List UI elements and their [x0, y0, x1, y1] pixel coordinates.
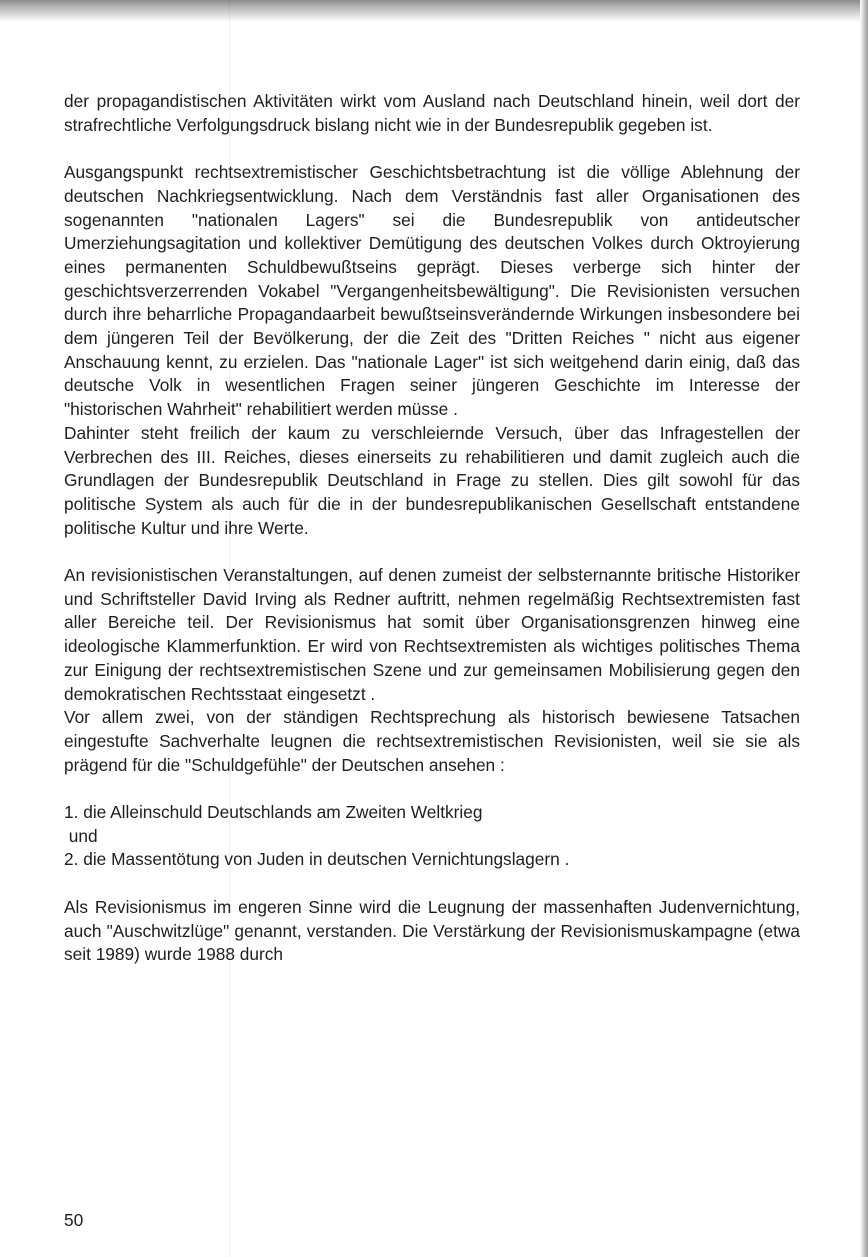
- paragraph-ausgangspunkt: Ausgangspunkt rechtsextremistischer Geschichtsbetrachtung ist die völlige Ablehnung der deutschen Nachkriegsentwicklung. Nach dem Verständnis fast aller Organisationen des sogenannten "nationalen Lagers" sei die Bundesrepublik von antideutscher Umerziehungsagitation und kollektiver Demütigung des deutschen Volkes durch Oktroyierung eines permanenten Schuldbewußtseins geprägt. Dieses verberge sich hinter der geschichtsverzerrenden Vokabel "Vergangenheitsbewältigung". Die Revisionisten versuchen durch ihre beharrliche Propagandaarbeit bewußtseinsverändernde Wirkungen insbesondere bei dem jüngeren Teil der Bevölkerung, der die Zeit des "Dritten Reiches " nicht aus eigener Anschauung kennt, zu erzielen. Das "nationale Lager" ist sich weitgehend darin einig, daß das deutsche Volk in wesentlichen Fragen seiner jüngeren Geschichte im Interesse der "historischen Wahrheit" rehabilitiert werden müsse .: [64, 162, 800, 420]
- page-body: [64, 90, 800, 967]
- page-number: 50: [64, 1210, 84, 1230]
- list-item-2: 2. die Massentötung von Juden in deutschen Vernichtungslagern .: [64, 849, 570, 870]
- paragraph-intro: der propagandistischen Aktivitäten wirkt vom Ausland nach Deutschland hinein, weil dort der strafrechtliche Verfolgungsdruck bislang nicht wie in der Bundesrepublik gegeben ist.: [64, 91, 800, 135]
- scan-shadow-top: [0, 0, 868, 22]
- paragraph-revisionismus: Als Revisionismus im engeren Sinne wird die Leugnung der massenhaften Judenvernichtung, auch "Auschwitzlüge" genannt, verstanden. Die Verstärkung der Revisionismuskampagne (etwa seit 1989) wurde 1988 durch: [64, 896, 800, 965]
- paragraph-dahinter: Dahinter steht freilich der kaum zu verschleiernde Versuch, über das Infragestellen der Verbrechen des III. Reiches, dieses einerseits zu rehabilitieren und damit zugleich auch die Grundlagen der Bundesrepublik Deutschland in Frage zu stellen. Dies gilt sowohl für das politische System als auch für die in der bundesrepublikanischen Gesellschaft entstandene politische Kultur und ihre Werte.: [64, 422, 800, 538]
- paragraph-veranstaltungen: An revisionistischen Veranstaltungen, auf denen zumeist der selbsternannte britische Historiker und Schriftsteller David Irving als Redner auftritt, nehmen regelmäßig Rechtsextremisten fast aller Bereiche teil. Der Revisionismus hat somit über Organisationsgrenzen hinweg eine ideologische Klammerfunktion. Er wird von Rechtsextremisten als wichtiges politisches Thema zur Einigung der rechtsextremistischen Szene und zur gemeinsamen Mobilisierung gegen den demokratischen Rechtsstaat eingesetzt .: [64, 565, 800, 704]
- paragraph-vor-allem: Vor allem zwei, von der ständigen Rechtsprechung als historisch bewiesene Tatsachen eingestufte Sachverhalte leugnen die rechtsextremistischen Revisionisten, weil sie sie als prägend für die "Schuldgefühle" der Deutschen ansehen :: [64, 707, 800, 775]
- scan-shadow-right: [860, 0, 868, 1257]
- list-item-1: 1. die Alleinschuld Deutschlands am Zweiten Weltkrieg: [64, 802, 483, 823]
- list-connector: und: [64, 825, 98, 846]
